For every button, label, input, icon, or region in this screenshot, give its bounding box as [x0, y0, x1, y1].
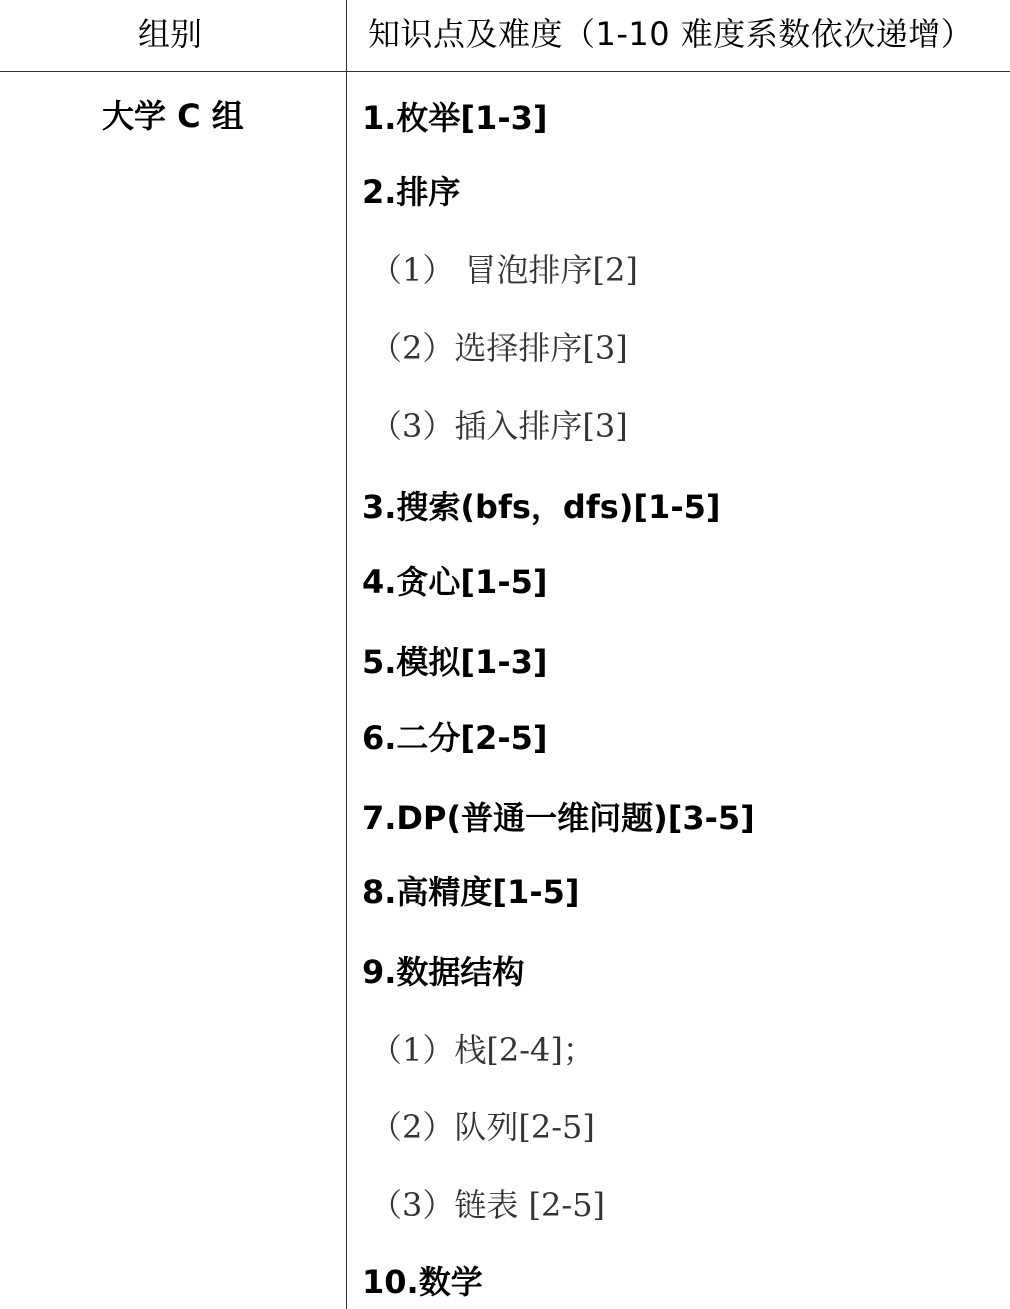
header-group-column: 组别: [138, 15, 203, 53]
group-name: 大学 C 组: [102, 97, 244, 135]
topic-item: 8.高精度[1-5]: [362, 873, 580, 911]
topic-item: 5.模拟[1-3]: [362, 643, 548, 681]
topic-item: 3.搜索(bfs，dfs)[1-5]: [362, 488, 721, 526]
header-divider: [0, 71, 1010, 72]
header-knowledge-column: 知识点及难度（1-10 难度系数依次递增）: [368, 15, 974, 53]
subtopic-item: （3）链表 [2-5]: [370, 1186, 606, 1224]
topic-item: 10.数学: [362, 1263, 483, 1301]
column-divider: [346, 0, 347, 1309]
topic-item: 7.DP(普通一维问题)[3-5]: [362, 799, 755, 837]
topic-item: 2.排序: [362, 173, 461, 211]
subtopic-item: （2）队列[2-5]: [370, 1108, 595, 1146]
topic-item: 1.枚举[1-3]: [362, 99, 548, 137]
topic-item: 9.数据结构: [362, 953, 525, 991]
subtopic-item: （1）栈[2-4]；: [370, 1031, 595, 1069]
topic-item: 4.贪心[1-5]: [362, 563, 548, 601]
subtopic-item: （2）选择排序[3]: [370, 329, 628, 367]
subtopic-item: （3）插入排序[3]: [370, 407, 628, 445]
subtopic-item: （1） 冒泡排序[2]: [370, 251, 638, 289]
topic-item: 6.二分[2-5]: [362, 719, 548, 757]
